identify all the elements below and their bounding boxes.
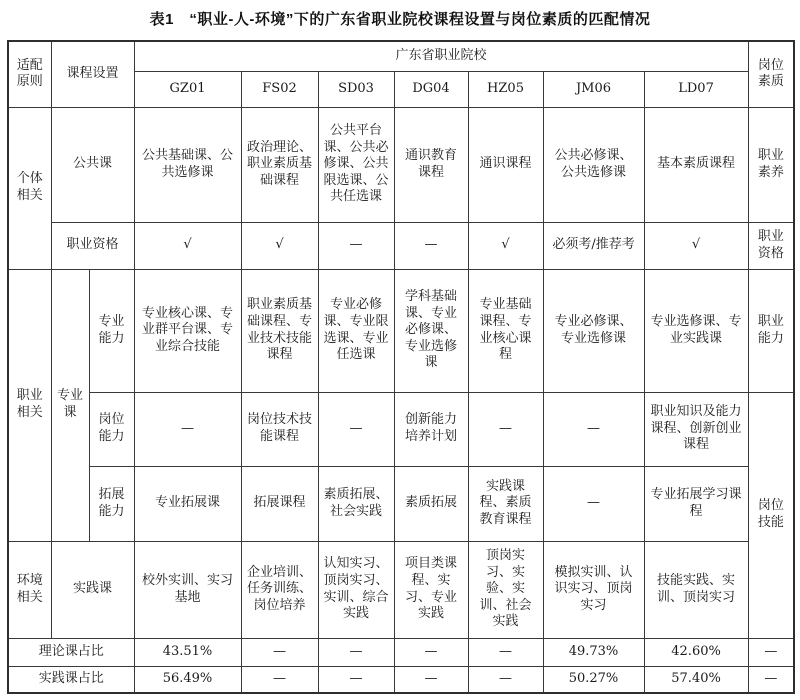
table-cell: 专业选修课、专业实践课 [644,269,748,392]
row-label-qualification: 职业资格 [51,222,134,269]
table-cell: 创新能力培养计划 [394,392,468,466]
table-cell: √ [468,222,543,269]
table-cell: 专业拓展学习课程 [644,466,748,541]
header-post-quality: 岗位素质 [748,41,794,107]
table-cell: 政治理论、职业素质基础课程 [241,107,318,222]
table-cell: 42.60% [644,638,748,666]
table-cell: 认知实习、顶岗实习、实训、综合实践 [318,541,394,638]
table-cell: 岗位技术技能课程 [241,392,318,466]
table-cell: — [748,638,794,666]
row-label-practice: 实践课 [51,541,134,638]
table-cell: 通识教育课程 [394,107,468,222]
header-code-gz01: GZ01 [134,71,241,107]
table-cell: 模拟实训、认识实习、顶岗实习 [543,541,644,638]
table-cell: 素质拓展 [394,466,468,541]
row-expand-ability [8,466,794,541]
row-professional-ability [8,269,794,392]
quality-vocational-ability: 职业能力 [748,269,794,392]
table-title: 表1 “职业-人-环境”下的广东省职业院校课程设置与岗位素质的匹配情况 [149,11,651,28]
table-cell: — [748,666,794,693]
row-label-theory-ratio: 理论课占比 [8,638,134,666]
table-cell: 拓展课程 [241,466,318,541]
header-curriculum-setting: 课程设置 [51,41,134,107]
row-qualification [8,222,794,269]
table-cell: 校外实训、实习基地 [134,541,241,638]
row-post-ability [8,392,794,466]
table-cell: 57.40% [644,666,748,693]
row-label-public: 公共课 [51,107,134,222]
table-cell: 学科基础课、专业必修课、专业选修课 [394,269,468,392]
table-cell: 专业必修课、专业限选课、专业任选课 [318,269,394,392]
table-cell: — [241,638,318,666]
table-cell: 专业核心课、专业群平台课、专业综合技能 [134,269,241,392]
curriculum-match-table [7,40,795,694]
table-cell: 公共平台课、公共必修课、公共限选课、公共任选课 [318,107,394,222]
row-theory-ratio [8,638,794,666]
table-cell: 职业知识及能力课程、创新创业课程 [644,392,748,466]
table-cell: 企业培训、任务训练、岗位培养 [241,541,318,638]
header-row-1 [8,41,794,71]
table-cell: — [241,666,318,693]
header-code-sd03: SD03 [318,71,394,107]
header-code-dg04: DG04 [394,71,468,107]
table-cell: 56.49% [134,666,241,693]
table-cell: 素质拓展、社会实践 [318,466,394,541]
table-cell: 49.73% [543,638,644,666]
table-cell: — [394,222,468,269]
header-code-hz05: HZ05 [468,71,543,107]
table-cell: 基本素质课程 [644,107,748,222]
section-environment: 环境相关 [8,541,51,638]
table-cell: 50.27% [543,666,644,693]
table-cell: — [134,392,241,466]
section-major-course: 专业课 [51,269,89,541]
table-cell: — [468,638,543,666]
row-label-practice-ratio: 实践课占比 [8,666,134,693]
header-code-jm06: JM06 [543,71,644,107]
quality-post-skill: 岗位技能 [748,392,794,638]
quality-vocational-literacy: 职业素养 [748,107,794,222]
table-cell: 必须考/推荐考 [543,222,644,269]
table-cell: — [318,392,394,466]
row-practice-ratio [8,666,794,693]
table-cell: 项目类课程、实习、专业实践 [394,541,468,638]
row-label-professional-ability: 专业能力 [89,269,134,392]
row-practice-course [8,541,794,638]
table-cell: — [468,392,543,466]
row-label-post-ability: 岗位能力 [89,392,134,466]
table-cell: 专业基础课程、专业核心课程 [468,269,543,392]
table-cell: — [394,638,468,666]
table-cell: — [543,466,644,541]
table-cell: 通识课程 [468,107,543,222]
table-cell: 实践课程、素质教育课程 [468,466,543,541]
header-code-ld07: LD07 [644,71,748,107]
header-adapt-principle: 适配原则 [8,41,51,107]
row-public-course [8,107,794,222]
table-cell: 公共必修课、公共选修课 [543,107,644,222]
table-cell: √ [644,222,748,269]
table-cell: — [318,666,394,693]
header-colleges-group: 广东省职业院校 [134,41,748,71]
table-cell: √ [241,222,318,269]
table-cell: — [318,222,394,269]
table-cell: — [543,392,644,466]
quality-vocational-qualification: 职业资格 [748,222,794,269]
header-code-fs02: FS02 [241,71,318,107]
table-cell: 专业拓展课 [134,466,241,541]
table-cell: 43.51% [134,638,241,666]
table-cell: — [318,638,394,666]
section-individual: 个体相关 [8,107,51,269]
table-cell: √ [134,222,241,269]
row-label-expand-ability: 拓展能力 [89,466,134,541]
table-cell: 职业素质基础课程、专业技术技能课程 [241,269,318,392]
table-cell: — [394,666,468,693]
table-cell: 顶岗实习、实验、实训、社会实践 [468,541,543,638]
table-cell: — [468,666,543,693]
section-occupation: 职业相关 [8,269,51,541]
table-cell: 技能实践、实训、顶岗实习 [644,541,748,638]
table-cell: 专业必修课、专业选修课 [543,269,644,392]
table-cell: 公共基础课、公共选修课 [134,107,241,222]
